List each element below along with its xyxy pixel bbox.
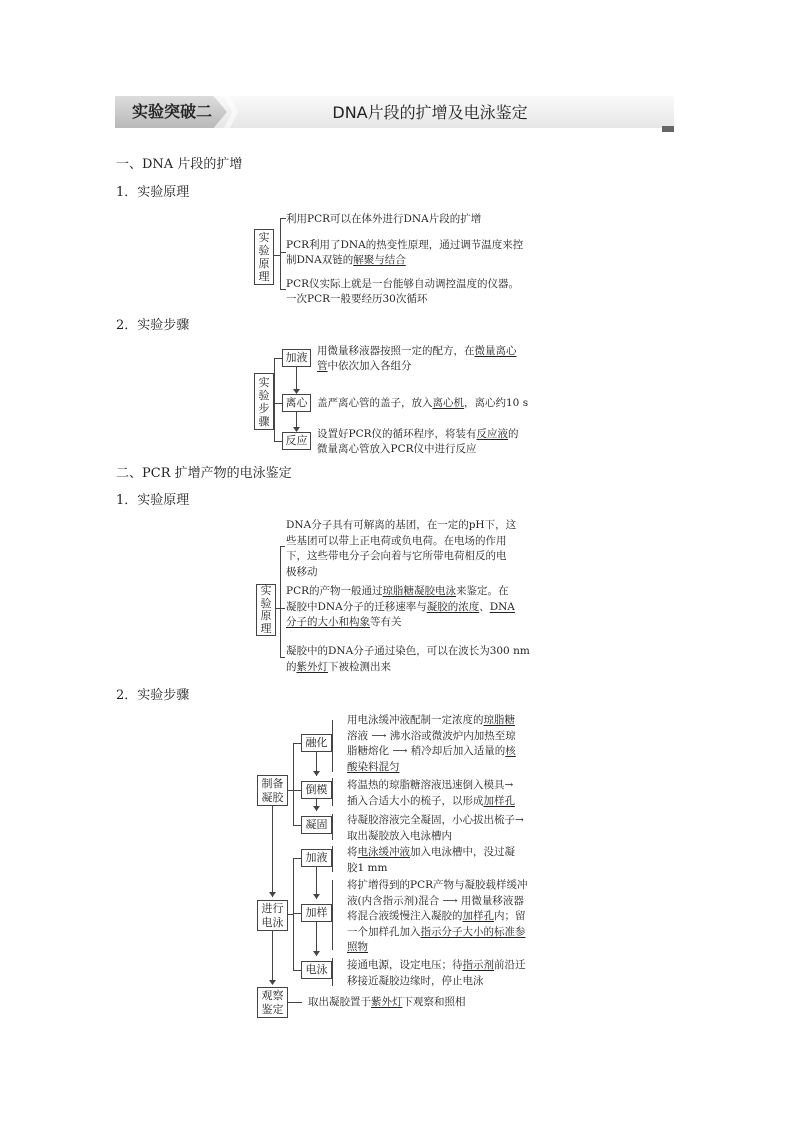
section1-title: 一、DNA 片段的扩增 (116, 157, 243, 172)
gel-to-run-line (272, 806, 273, 897)
step-add-box: 加液 (282, 349, 311, 367)
gel-solid-box: 凝固 (301, 816, 332, 834)
run-load-text: 将扩增得到的PCR产物与凝胶载样缓冲 液(内含指示剂)混合 ⟶ 用微量移液器 将混合液缓慢注入凝胶的加样孔内；留 一个加样孔加入指示分子大小的标准参 照物 (347, 879, 528, 953)
run-to-observe-line (272, 931, 273, 984)
run-ep-box: 电泳 (301, 961, 332, 979)
principle2-label-box: 实验原理 (256, 584, 276, 636)
gel-h1 (293, 743, 301, 744)
group-run-box: 进行电泳 (257, 900, 288, 931)
arrow-spin-react (296, 412, 297, 430)
principle2-tick-1 (280, 546, 285, 547)
run-vline (293, 858, 294, 970)
steps-vline (274, 358, 275, 441)
arrow-add-spin (296, 367, 297, 392)
step-react-text: 设置好PCR仪的循环程序，将装有反应液的 微量离心管放入PCR仪中进行反应 (317, 428, 519, 455)
steps-h3 (274, 441, 282, 442)
gel-arrow-2 (316, 799, 317, 811)
principle-label: 实验原理 (258, 231, 270, 283)
run-load-box: 加样 (301, 904, 332, 922)
principle-item-1: 利用PCR可以在体外进行DNA片段的扩增 (286, 213, 482, 225)
gel-arrow-1 (316, 752, 317, 776)
group-observe-box: 观察鉴定 (257, 987, 288, 1018)
principle-item-2: PCR利用了DNA的热变性原理，通过调节温度来控 制DNA双链的解聚与结合 (286, 239, 524, 266)
section1-principle-title: 1．实验原理 (116, 185, 190, 200)
run-side-3 (332, 958, 333, 986)
run-h3 (293, 970, 301, 971)
principle2-bracket (280, 546, 281, 657)
observe-text: 取出凝胶置于紫外灯下观察和照相 (308, 996, 466, 1008)
header-tag-text: 实验突破二 (131, 102, 212, 121)
section2-title: 二、PCR 扩增产物的电泳鉴定 (116, 466, 292, 481)
gel-h3 (293, 825, 301, 826)
gel-side-3 (332, 814, 333, 840)
section1-steps-title: 2．实验步骤 (116, 318, 190, 333)
run-add-text: 将电泳缓冲液加入电泳槽中，没过凝 胶1 mm (347, 846, 515, 874)
run-arrow-2 (316, 922, 317, 956)
run-h1 (293, 858, 301, 859)
gel-solid-text: 待凝胶溶液完全凝固，小心拔出梳子→ 取出凝胶放入电泳槽内 (347, 814, 524, 842)
gel-melt-text: 用电泳缓冲液配制一定浓度的琼脂糖 溶液 ⟶ 沸水浴或微波炉内加热至琼 脂糖熔化 ⟶ 稍冷却后加入适量的核 酸染料混匀 (347, 714, 516, 773)
steps-label-box (254, 373, 274, 430)
principle2-p3: 凝胶中的DNA分子通过染色，可以在波长为300 nm 的紫外灯下被检测出来 (286, 645, 530, 673)
step-react-box: 反应 (282, 432, 311, 450)
observe-connector (288, 1002, 302, 1003)
section2-steps-title: 2．实验步骤 (116, 688, 190, 703)
steps-label: 实验步骤 (258, 375, 270, 428)
steps-h2 (274, 403, 282, 404)
step-spin-box: 离心 (282, 394, 311, 412)
gel-pour-text: 将温热的琼脂糖溶液迅速倒入模具→ 插入合适大小的梳子，以形成加样孔 (347, 779, 515, 807)
steps-h1 (274, 358, 282, 359)
run-conn (288, 914, 293, 915)
principle-label-box (254, 229, 274, 285)
principle2-p1: DNA分子具有可解离的基团，在一定的pH下，这 些基团可以带上正电荷或负电荷。在电场的作用 下，这些带电分子会向着与它所带电荷相反的电 极移动 (286, 519, 517, 578)
principle2-tick-2 (280, 608, 285, 609)
gel-melt-box: 融化 (301, 734, 332, 752)
run-side-1 (332, 846, 333, 872)
principle2-p2: PCR的产物一般通过琼脂糖凝胶电泳来鉴定。在 凝胶中DNA分子的迁移速率与凝胶的浓度、DNA 分子的大小和构象等有关 (286, 585, 515, 628)
header-corner (662, 126, 674, 132)
gel-pour-box: 倒模 (301, 781, 332, 799)
gel-side-2 (332, 778, 333, 806)
run-h2 (293, 913, 301, 914)
section2-principle-title: 1．实验原理 (116, 493, 190, 508)
gel-h2 (293, 790, 301, 791)
group-gel-box: 制备凝胶 (257, 775, 288, 806)
run-add-box: 加液 (301, 849, 332, 867)
principle-connector (274, 255, 280, 256)
page-title: DNA片段的扩增及电泳鉴定 (332, 103, 528, 122)
principle2-tick-3 (280, 657, 285, 658)
step-add-text: 用微量移液器按照一定的配方，在微量离心 管中依次加入各组分 (317, 345, 517, 372)
run-arrow-1 (316, 867, 317, 899)
principle-item-3: PCR仪实际上就是一台能够自动调控温度的仪器。 一次PCR一般要经历30次循环 (286, 278, 520, 305)
principle-bracket (280, 218, 281, 289)
gel-side-1 (332, 720, 333, 772)
step-spin-text: 盖严离心管的盖子，放入离心机，离心约10 s (317, 397, 529, 409)
run-side-2 (332, 880, 333, 950)
gel-vline (293, 743, 294, 825)
run-ep-text: 接通电源，设定电压；待指示剂前沿迁 移接近凝胶边缘时，停止电泳 (347, 959, 526, 987)
